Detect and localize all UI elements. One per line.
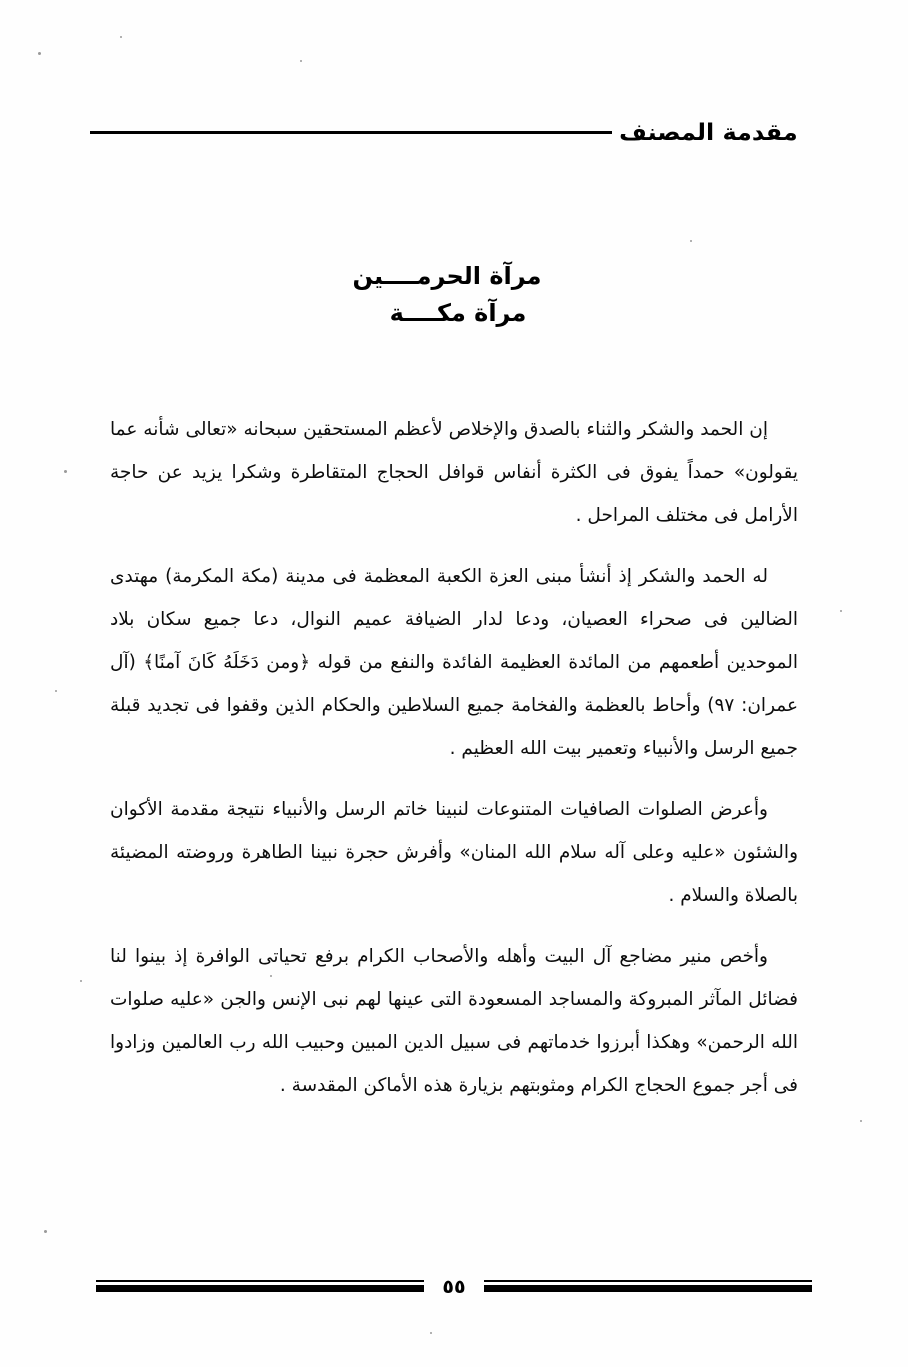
footer-rule-left (96, 1280, 424, 1292)
paragraph: إن الحمد والشكر والثناء بالصدق والإخلاص لأعظم المستحقين سبحانه «تعالى شأنه عما يقولون» حمداً يفوق فى الكثرة أنفاس قوافل الحجاج المتقاطرة وشكرا يزيد عن حاجة الأرامل فى مختلف المراحل . (110, 419, 798, 526)
scan-speckle (300, 60, 302, 62)
running-header-title: مقدمة المصنف (619, 119, 798, 146)
chapter-title-line-2: مرآة مكــــة (389, 299, 527, 328)
scan-speckle (840, 610, 842, 612)
footer-thin-rule (96, 1280, 424, 1282)
scan-speckle (64, 470, 67, 473)
paragraph: له الحمد والشكر إذ أنشأ مبنى العزة الكعبة المعظمة فى مدينة (مكة المكرمة) مهتدى الضالين فى صحراء العصيان، ودعا لدار الضيافة عميم النوال، دعا جميع سكان بلاد الموحدين أطعمهم من المائدة العظيمة الفائدة والنفع من قوله ﴿ومن دَخَلَهُ كَانَ آمنًا﴾ (آل عمران: ٩٧) وأحاط بالعظمة والفخامة جميع السلاطين والحكام الذين وقفوا فى تجديد قبلة جميع الرسل والأنبياء وتعمير بيت الله العظيم . (110, 566, 799, 759)
paragraph: وأخص منير مضاجع آل البيت وأهله والأصحاب الكرام برفع تحياتى الوافرة إذ بينوا لنا فضائل المآثر المبروكة والمساجد المسعودة التى عينها لهم نبى الإنس والجن «عليه صلوات الله الرحمن» وهكذا أبرزوا خدماتهم فى سبيل الدين المبين وحبيب الله رب العالمين وزادوا فى أجر جموع الحجاج الكرام ومثوبتهم بزيارة هذه الأماكن المقدسة . (110, 946, 798, 1096)
paragraph: وأعرض الصلوات الصافيات المتنوعات لنبينا خاتم الرسل والأنبياء نتيجة مقدمة الأكوان والشئون «عليه وعلى آله سلام الله المنان» وأفرش حجرة نبينا الطاهرة وروضته المضيئة بالصلاة والسلام . (110, 799, 798, 906)
chapter-title-block (0, 258, 908, 332)
scan-speckle (55, 690, 57, 692)
footer-thick-rule (96, 1285, 424, 1292)
footer-thin-rule (484, 1280, 812, 1282)
body-text (110, 408, 798, 1107)
header-divider-rule (90, 131, 612, 134)
scan-speckle (44, 1230, 47, 1233)
scan-speckle (430, 1332, 432, 1334)
chapter-title-line-1: مرآة الحرمــــين (352, 262, 542, 290)
scan-speckle (120, 36, 122, 38)
running-header (90, 112, 798, 154)
footer-rule-right (484, 1280, 812, 1292)
page-footer (96, 1273, 812, 1299)
scan-speckle (80, 980, 82, 982)
page-number: ٥٥ (442, 1275, 466, 1298)
scan-speckle (38, 52, 41, 55)
scan-speckle (860, 1120, 862, 1122)
scan-speckle (690, 240, 692, 242)
footer-thick-rule (484, 1285, 812, 1292)
